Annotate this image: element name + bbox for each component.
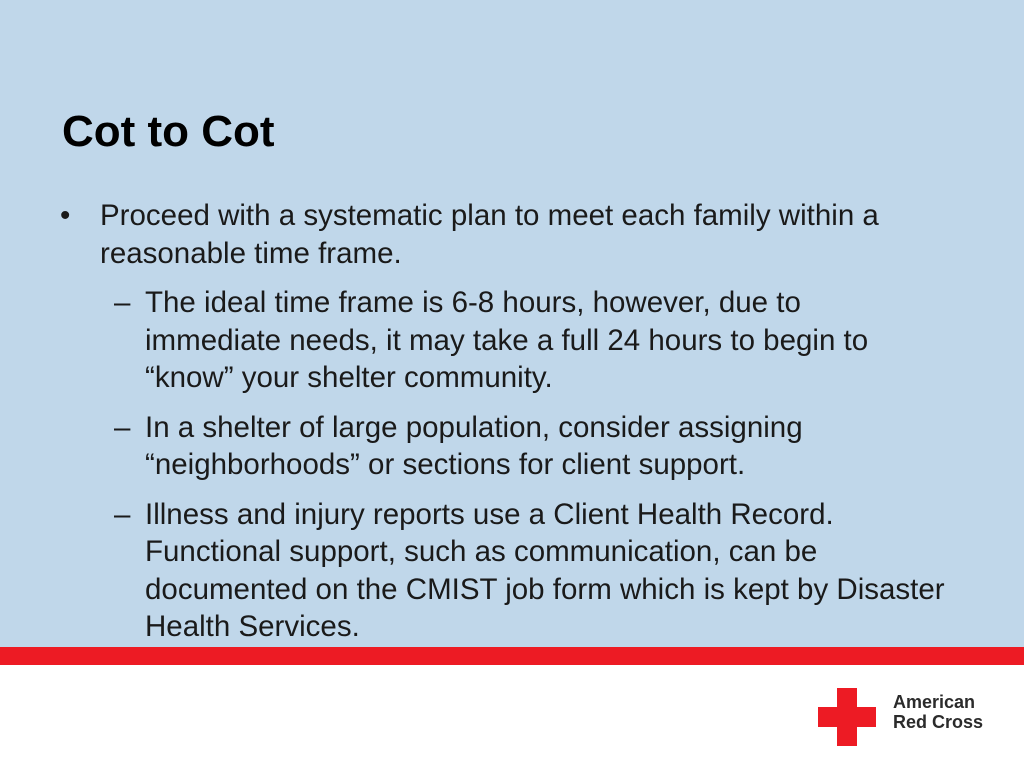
sub-bullet-text: In a shelter of large population, consider assigning “neighborhoods” or sections for client support. [145, 410, 803, 481]
sub-bullet-text: Illness and injury reports use a Client Health Record. Functional support, such as communication, can be documented on the CMIST job form which is kept by Disaster Health Services. [145, 497, 945, 643]
logo-line-2: Red Cross [893, 712, 984, 732]
bullet-list [58, 197, 958, 658]
sub-bullet-item [58, 284, 945, 397]
red-cross-icon [818, 688, 876, 746]
american-red-cross-logo [818, 688, 1008, 748]
bullet-text: Proceed with a systematic plan to meet each family within a reasonable time frame. [100, 199, 879, 270]
sub-bullet-text: The ideal time frame is 6-8 hours, however, due to immediate needs, it may take a full 24 hours to begin to “know” your shelter community. [145, 286, 869, 394]
sub-bullet-item [58, 409, 945, 484]
bullet-item [58, 197, 958, 272]
sub-bullet-marker: – [114, 286, 131, 319]
sub-bullet-marker: – [114, 497, 131, 531]
red-divider-band [0, 647, 1024, 665]
sub-bullet-item [58, 496, 945, 646]
slide-title: Cot to Cot [62, 107, 275, 156]
bullet-marker: • [60, 199, 71, 232]
sub-bullet-marker: – [114, 410, 131, 444]
logo-wordmark [893, 692, 983, 732]
logo-line-1: American [893, 692, 976, 712]
